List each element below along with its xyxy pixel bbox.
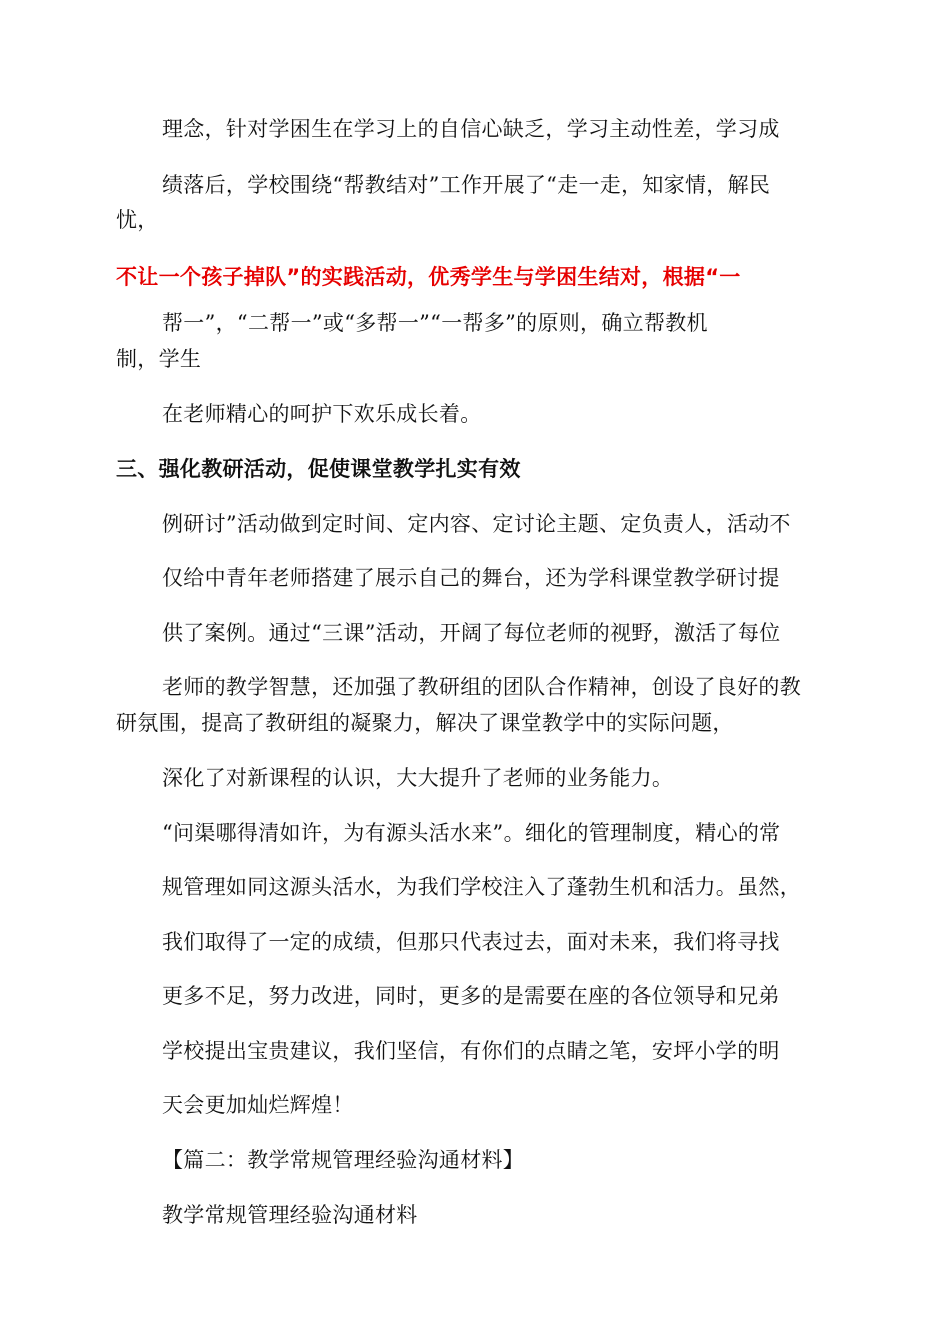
paragraph-line: 在老师精心的呵护下欢乐成长着。 xyxy=(162,402,482,426)
paragraph-line: 我们取得了一定的成绩，但那只代表过去，面对未来，我们将寻找 xyxy=(162,930,780,954)
paragraph-line: “问渠哪得清如许，为有源头活水来”。细化的管理制度，精心的常 xyxy=(162,821,781,845)
paragraph-line: 绩落后，学校围绕“帮教结对”工作开展了“走一走，知家情，解民 xyxy=(162,173,771,197)
paragraph-line: 帮一”，“二帮一”或“多帮一”“一帮多”的原则，确立帮教机 xyxy=(162,311,708,335)
paragraph-line: 学校提出宝贵建议，我们坚信，有你们的点睛之笔，安坪小学的明 xyxy=(162,1039,780,1063)
paragraph-line: 老师的教学智慧，还加强了教研组的团队合作精神，创设了良好的教 xyxy=(162,675,801,699)
paragraph-line: 供了案例。通过“三课”活动，开阔了每位老师的视野，激活了每位 xyxy=(162,621,781,645)
subsection-title: 【篇二：教学常规管理经验沟通材料】 xyxy=(162,1148,525,1172)
paragraph-line: 理念，针对学困生在学习上的自信心缺乏，学习主动性差，学习成 xyxy=(162,117,780,141)
paragraph-line: 仅给中青年老师搭建了展示自己的舞台，还为学科课堂教学研讨提 xyxy=(162,566,780,590)
paragraph-line: 更多不足，努力改进，同时，更多的是需要在座的各位领导和兄弟 xyxy=(162,984,780,1008)
paragraph-line: 教学常规管理经验沟通材料 xyxy=(162,1203,418,1227)
paragraph-line: 规管理如同这源头活水，为我们学校注入了蓬勃生机和活力。虽然， xyxy=(162,875,801,899)
highlighted-line: 不让一个孩子掉队”的实践活动，优秀学生与学困生结对，根据“一 xyxy=(116,265,741,289)
paragraph-line: 忧， xyxy=(116,208,159,232)
paragraph-line: 研氛围，提高了教研组的凝聚力，解决了课堂教学中的实际问题， xyxy=(116,711,734,735)
section-heading: 三、强化教研活动，促使课堂教学扎实有效 xyxy=(116,457,521,481)
paragraph-line: 例研讨”活动做到定时间、定内容、定讨论主题、定负责人，活动不 xyxy=(162,512,791,536)
paragraph-line: 深化了对新课程的认识，大大提升了老师的业务能力。 xyxy=(162,766,674,790)
paragraph-line: 制，学生 xyxy=(116,347,202,371)
paragraph-line: 天会更加灿烂辉煌！ xyxy=(162,1093,354,1117)
